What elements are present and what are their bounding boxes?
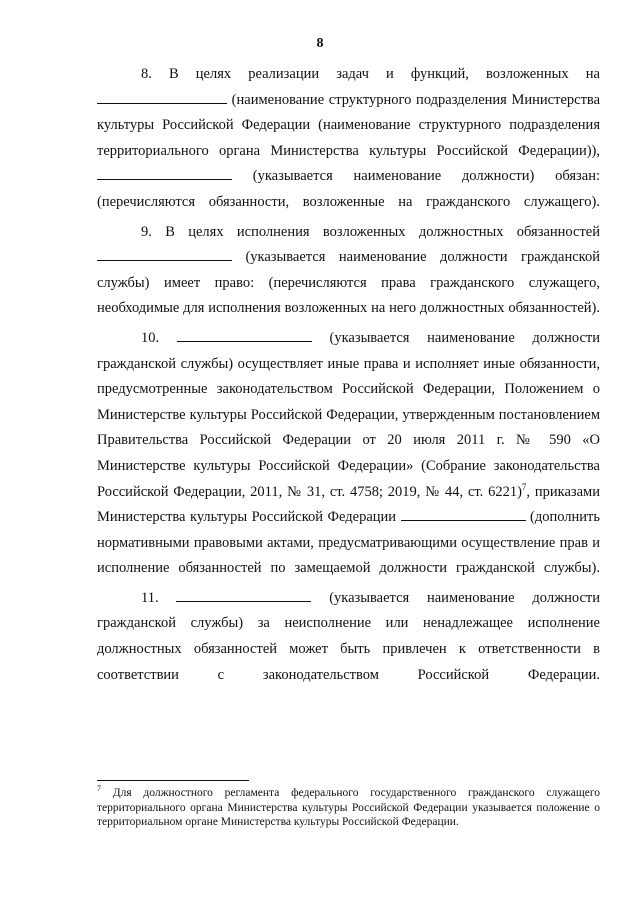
fill-in-blank [97,246,232,261]
fill-in-blank [177,327,312,342]
paragraph-10-part-c: , приказами Министерства культуры Российской Федерации [97,483,600,526]
fill-in-blank [176,587,311,602]
paragraph-11 [97,586,600,688]
paragraph-11-part-b: (указывается наименование должности гражданской службы) за неисполнение или ненадлежащее исполнение должностных обязанностей может быть привлечен к ответственности в соответствии с законодательством Российской Федерации. [97,589,601,683]
paragraph-8-part-b: (наименование структурного подразделения Министерства культуры Российской Федерации (наименование структурного подразделения территориального органа Министерства культуры Российской Федерации)), [97,91,601,159]
paragraph-10 [97,326,600,582]
page-number: 8 [316,36,324,51]
paragraph-8-part-c: (указывается наименование должности) обязан: (перечисляются обязанности, возложенные на гражданского служащего). [97,168,601,210]
paragraph-11-part-a: 11. [141,589,159,606]
paragraph-9-part-b: (указывается наименование должности гражданской службы) имеет право: (перечисляются права гражданского служащего, необходимые для исполнения возложенных на него должностных обязанностей). [97,249,601,317]
fill-in-blank [401,506,526,521]
paragraph-8 [97,62,600,216]
footnote-text: Для должностного регламента федерального государственного гражданского служащего территориального органа Министерства культуры Российской Федерации указывается положение о территориальном органе Министерства культуры Российской Федерации. [97,787,600,828]
footnote-divider [97,780,249,781]
paragraph-9-part-a: 9. В целях исполнения возложенных должностных обязанностей [141,223,600,240]
paragraph-8-part-a: 8. В целях реализации задач и функций, возложенных на [141,66,600,82]
paragraph-9 [97,220,600,322]
footnote [97,786,600,830]
fill-in-blank [97,89,227,104]
footnote-ref: 7 [521,481,527,492]
paragraph-10-part-a: 10. [141,329,160,346]
document-body [97,62,600,692]
fill-in-blank [97,165,232,180]
paragraph-10-part-d: (дополнить нормативными правовыми актами, предусматривающими осуществление прав и исполнение обязанностей по замещаемой должности гражданской службы). [97,509,601,577]
footnote-marker: 7 [97,784,101,794]
paragraph-10-part-b: (указывается наименование должности гражданской службы) осуществляет иные права и исполняет иные обязанности, предусмотренные законодательством Российской Федерации, Положением о Министерстве культуры Российской Федерации, утвержденным постановлением Правительства Российской Федерации от 20 июля 2011 г. № 590 «О Министерстве культуры Российской Федерации» (Собрание законодательства Российской Федерации, 2011, № 31, ст. 4758; 2019, № 44, ст. 6221) [97,329,601,500]
